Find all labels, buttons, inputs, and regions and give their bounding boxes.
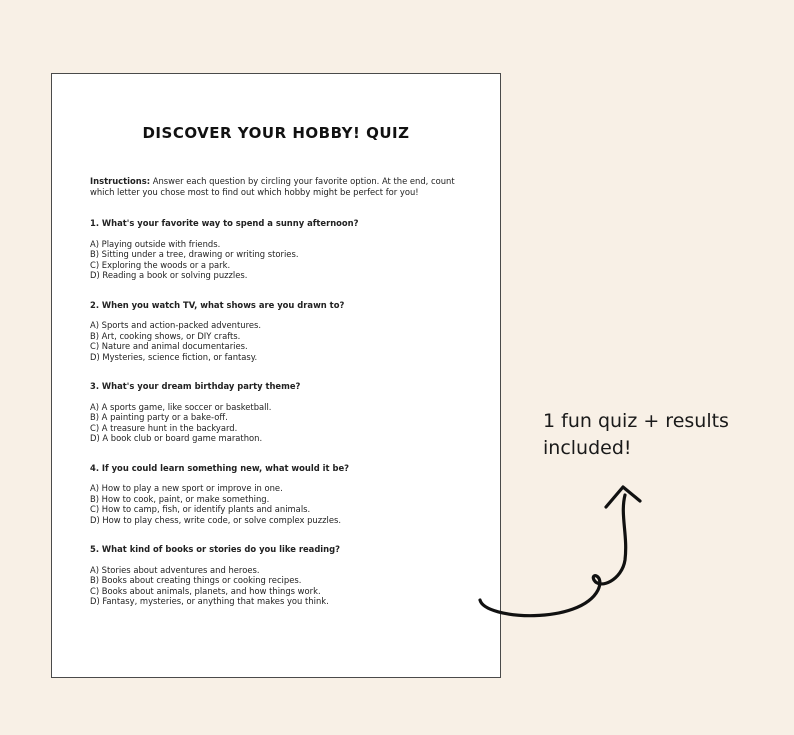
- promo-line-2: included!: [543, 437, 632, 459]
- instructions-text: Answer each question by circling your favorite option. At the end, count which letter you chose most to find out which hobby might be perfect for you!: [90, 176, 455, 197]
- option-a: A) A sports game, like soccer or basketball.: [90, 401, 272, 412]
- option-a: A) How to play a new sport or improve in one.: [90, 483, 283, 493]
- question-title: 5. What kind of books or stories do you like reading?: [90, 544, 340, 554]
- option-c: C) Nature and animal documentaries.: [90, 341, 248, 351]
- option-a: A) Playing outside with friends.: [90, 238, 221, 249]
- option-c: C) How to camp, fish, or identify plants and animals.: [90, 504, 311, 514]
- option-d: D) Mysteries, science fiction, or fantasy.: [90, 351, 258, 362]
- question-1: [90, 218, 470, 281]
- option-a: A) Stories about adventures and heroes.: [90, 564, 260, 575]
- instructions-label: Instructions:: [90, 176, 151, 186]
- option-d: D) Fantasy, mysteries, or anything that makes you think.: [90, 596, 329, 606]
- option-c: C) A treasure hunt in the backyard.: [90, 422, 238, 433]
- option-b: B) How to cook, paint, or make something.: [90, 493, 270, 504]
- option-d: D) How to play chess, write code, or solve complex puzzles.: [90, 514, 342, 525]
- promo-text: [543, 408, 729, 462]
- option-b: B) Sitting under a tree, drawing or writing stories.: [90, 249, 299, 259]
- curved-arrow-icon: [470, 480, 660, 630]
- question-5: [90, 544, 470, 607]
- question-2: [90, 300, 470, 363]
- option-d: D) Reading a book or solving puzzles.: [90, 270, 248, 280]
- question-4: [90, 463, 470, 526]
- quiz-content: [90, 176, 470, 626]
- option-d: D) A book club or board game marathon.: [90, 433, 263, 443]
- option-a: A) Sports and action-packed adventures.: [90, 320, 262, 330]
- question-title: 1. What's your favorite way to spend a sunny afternoon?: [90, 218, 359, 228]
- promo-line-1: 1 fun quiz + results: [543, 410, 729, 432]
- option-c: C) Exploring the woods or a park.: [90, 259, 231, 270]
- option-b: B) A painting party or a bake-off.: [90, 412, 228, 422]
- question-title: 3. What's your dream birthday party theme?: [90, 381, 301, 391]
- question-3: [90, 381, 470, 444]
- page-title: DISCOVER YOUR HOBBY! QUIZ: [142, 124, 410, 142]
- option-c: C) Books about animals, planets, and how things work.: [90, 585, 321, 596]
- option-b: B) Books about creating things or cooking recipes.: [90, 575, 302, 585]
- question-title: 2. When you watch TV, what shows are you drawn to?: [90, 299, 345, 310]
- option-b: B) Art, cooking shows, or DIY crafts.: [90, 330, 241, 341]
- question-title: 4. If you could learn something new, what would it be?: [90, 462, 349, 473]
- quiz-page: [51, 73, 501, 678]
- instructions: [90, 176, 470, 197]
